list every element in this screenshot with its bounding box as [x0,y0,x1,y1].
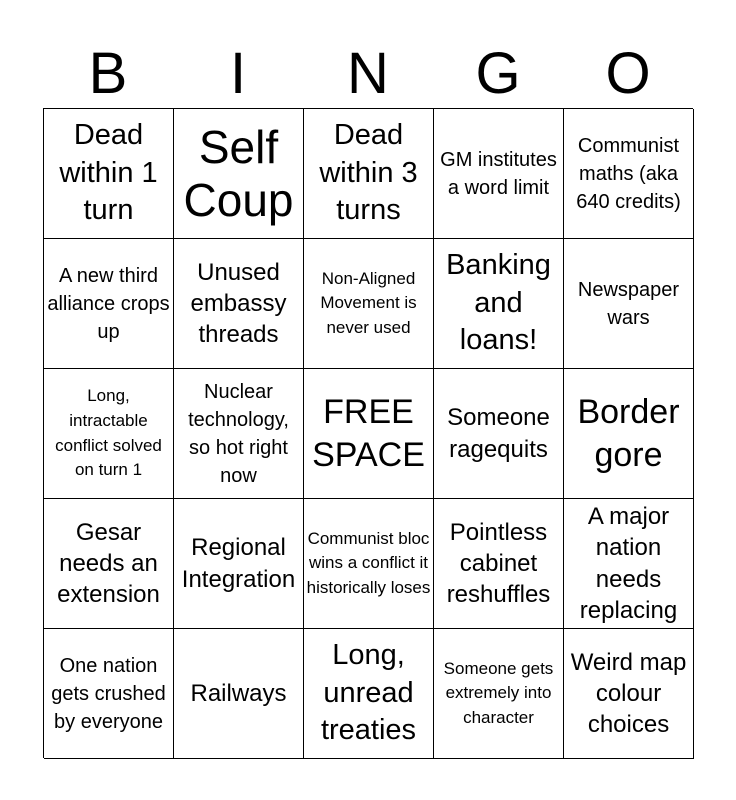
bingo-cell-text: GM institutes a word limit [440,148,557,199]
bingo-cell[interactable] [564,369,694,499]
bingo-cell[interactable] [304,239,434,369]
bingo-cell-text: Border gore [577,393,680,474]
free-space-cell[interactable] [304,369,434,499]
bingo-cell-text: Self Coup [183,120,294,226]
bingo-grid [43,108,693,758]
bingo-cell-text: Long, unread treaties [320,638,417,747]
bingo-cell[interactable] [564,109,694,239]
bingo-cell[interactable] [304,629,434,759]
bingo-cell[interactable] [304,109,434,239]
bingo-cell-text: Long, intractable conflict solved on turn 1 [55,386,162,480]
bingo-cell[interactable] [44,629,174,759]
header-letter-o: O [605,41,651,106]
bingo-cell-text: Newspaper wars [577,278,680,329]
bingo-cell-text: Nuclear technology, so hot right now [188,380,289,487]
bingo-cell-text: Someone gets extremely into character [443,658,554,727]
bingo-cell-text: Gesar needs an extension [57,518,160,609]
bingo-cell[interactable] [174,239,304,369]
bingo-cell-text: Communist maths (aka 640 credits) [576,134,681,213]
bingo-cell[interactable] [564,239,694,369]
bingo-cell[interactable] [434,239,564,369]
bingo-cell[interactable] [174,629,304,759]
bingo-cell[interactable] [564,499,694,629]
bingo-cell[interactable] [434,629,564,759]
bingo-cell-text: Communist bloc wins a conflict it historically loses [306,528,431,597]
header-letter-b: B [88,41,128,106]
bingo-cell-text: Regional Integration [181,534,296,593]
bingo-cell-text: Non-Aligned Movement is never used [320,268,417,337]
bingo-cell-text: Weird map colour choices [570,648,687,739]
bingo-cell[interactable] [174,369,304,499]
bingo-cell[interactable] [174,109,304,239]
header-letter-n: N [347,41,389,106]
bingo-cell-text: FREE SPACE [312,393,425,474]
bingo-cell-text: Railways [190,679,287,707]
bingo-cell[interactable] [434,499,564,629]
bingo-cell[interactable] [304,499,434,629]
bingo-cell-text: A new third alliance crops up [47,264,170,343]
bingo-cell[interactable] [44,499,174,629]
bingo-cell[interactable] [44,239,174,369]
bingo-cell-text: Pointless cabinet reshuffles [446,518,551,609]
bingo-cell[interactable] [44,369,174,499]
bingo-cell-text: Dead within 3 turns [319,118,418,227]
bingo-cell-text: One nation gets crushed by everyone [51,654,166,733]
bingo-cell[interactable] [434,369,564,499]
bingo-cell[interactable] [564,629,694,759]
bingo-cell[interactable] [434,109,564,239]
header-letter-g: G [475,41,521,106]
bingo-cell-text: A major nation needs replacing [579,503,678,624]
header-letter-i: I [229,41,247,106]
bingo-cell-text: Someone ragequits [447,404,550,463]
bingo-header [43,40,693,108]
bingo-cell-text: Banking and loans! [446,248,551,357]
bingo-cell[interactable] [44,109,174,239]
bingo-cell[interactable] [174,499,304,629]
bingo-cell-text: Dead within 1 turn [59,118,158,227]
bingo-cell-text: Unused embassy threads [190,258,287,349]
